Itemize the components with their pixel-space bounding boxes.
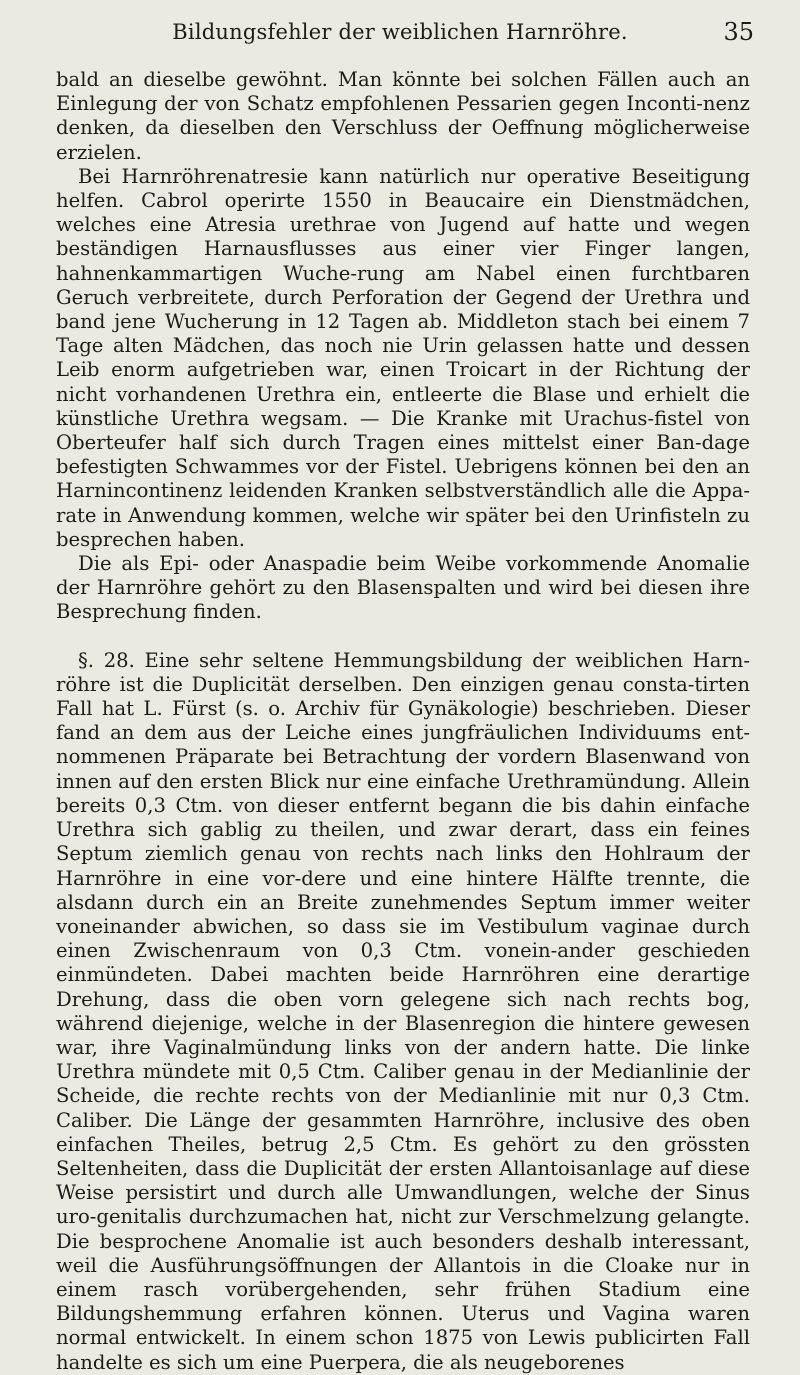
running-header (0, 16, 800, 56)
body-text (56, 68, 750, 1375)
paragraph-section-28: §. 28. Eine sehr seltene Hemmungsbildung der weiblichen Harn-röhre ist die Duplicität derselben. Den einzigen genau consta-tirten Fall hat L. Fürst (s. o. Archiv für Gynäkologie) beschrieben. Dieser fand an dem aus der Leiche eines jungfräulichen Individuums ent-nommenen Präparate bei Betrachtung der vordern Blasenwand von innen auf den ersten Blick nur eine einfache Urethramündung. Allein bereits 0,3 Ctm. von dieser entfernt begann die bis dahin einfache Urethra sich gablig zu theilen, und zwar derart, dass ein feines Septum ziemlich genau von rechts nach links den Hohlraum der Harnröhre in eine vor-dere und eine hintere Hälfte trennte, die alsdann durch ein an Breite zunehmendes Septum immer weiter voneinander abwichen, so dass sie im Vestibulum vaginae durch einen Zwischenraum von 0,3 Ctm. vonein-ander geschieden einmündeten. Dabei machten beide Harnröhren eine derartige Drehung, dass die oben vorn gelegene sich nach rechts bog, während diejenige, welche in der Blasenregion die hintere gewesen war, ihre Vaginalmündung links von der andern hatte. Die linke Urethra mündete mit 0,5 Ctm. Caliber genau in der Medianlinie der Scheide, die rechte rechts von der Medianlinie mit nur 0,3 Ctm. Caliber. Die Länge der gesammten Harnröhre, inclusive des oben einfachen Theiles, betrug 2,5 Ctm. Es gehört zu den grössten Seltenheiten, dass die Duplicität der ersten Allantoisanlage auf diese Weise persistirt und durch alle Umwandlungen, welche der Sinus uro-genitalis durchzumachen hat, nicht zur Verschmelzung gelangte. Die besprochene Anomalie ist auch besonders deshalb interessant, weil die Ausführungsöffnungen der Allantois in die Cloake nur in einem rasch vorübergehenden, sehr frühen Stadium eine Bildungshemmung erfahren können. Uterus und Vagina waren normal entwickelt. In einem schon 1875 von Lewis publicirten Fall handelte es sich um eine Puerpera, die als neugeborenes (56, 648, 750, 1374)
paragraph-2: Bei Harnröhrenatresie kann natürlich nur operative Beseitigung helfen. Cabrol operirte 1550 in Beaucaire ein Dienstmädchen, welches eine Atresia urethrae von Jugend auf hatte und wegen beständigen Harnausflusses aus einer vier Finger langen, hahnenkammartigen Wuche-rung am Nabel einen furchtbaren Geruch verbreitete, durch Perforation der Gegend der Urethra und band jene Wucherung in 12 Tagen ab. Middleton stach bei einem 7 Tage alten Mädchen, das noch nie Urin gelassen hatte und dessen Leib enorm aufgetrieben war, einen Troicart in der Richtung der nicht vorhandenen Urethra ein, entleerte die Blase und erhielt die künstliche Urethra wegsam. — Die Kranke mit Urachus-fistel von Oberteufer half sich durch Tragen eines mittelst einer Ban-dage befestigten Schwammes vor der Fistel. Uebrigens können bei den an Harnincontinenz leidenden Kranken selbstverständlich alle die Appa-rate in Anwendung kommen, welche wir später bei den Urinfisteln zu besprechen haben. (56, 164, 750, 551)
paragraph-1: bald an dieselbe gewöhnt. Man könnte bei solchen Fällen auch an Einlegung der von Schatz empfohlenen Pessarien gegen Inconti-nenz denken, da dieselben den Verschluss der Oeffnung möglicherweise erzielen. (56, 68, 750, 164)
paragraph-3: Die als Epi- oder Anaspadie beim Weibe vorkommende Anomalie der Harnröhre gehört zu den Blasenspalten und wird bei diesen ihre Besprechung finden. (56, 552, 750, 624)
page-number: 35 (723, 18, 754, 46)
running-title: Bildungsfehler der weiblichen Harnröhre. (172, 20, 628, 44)
